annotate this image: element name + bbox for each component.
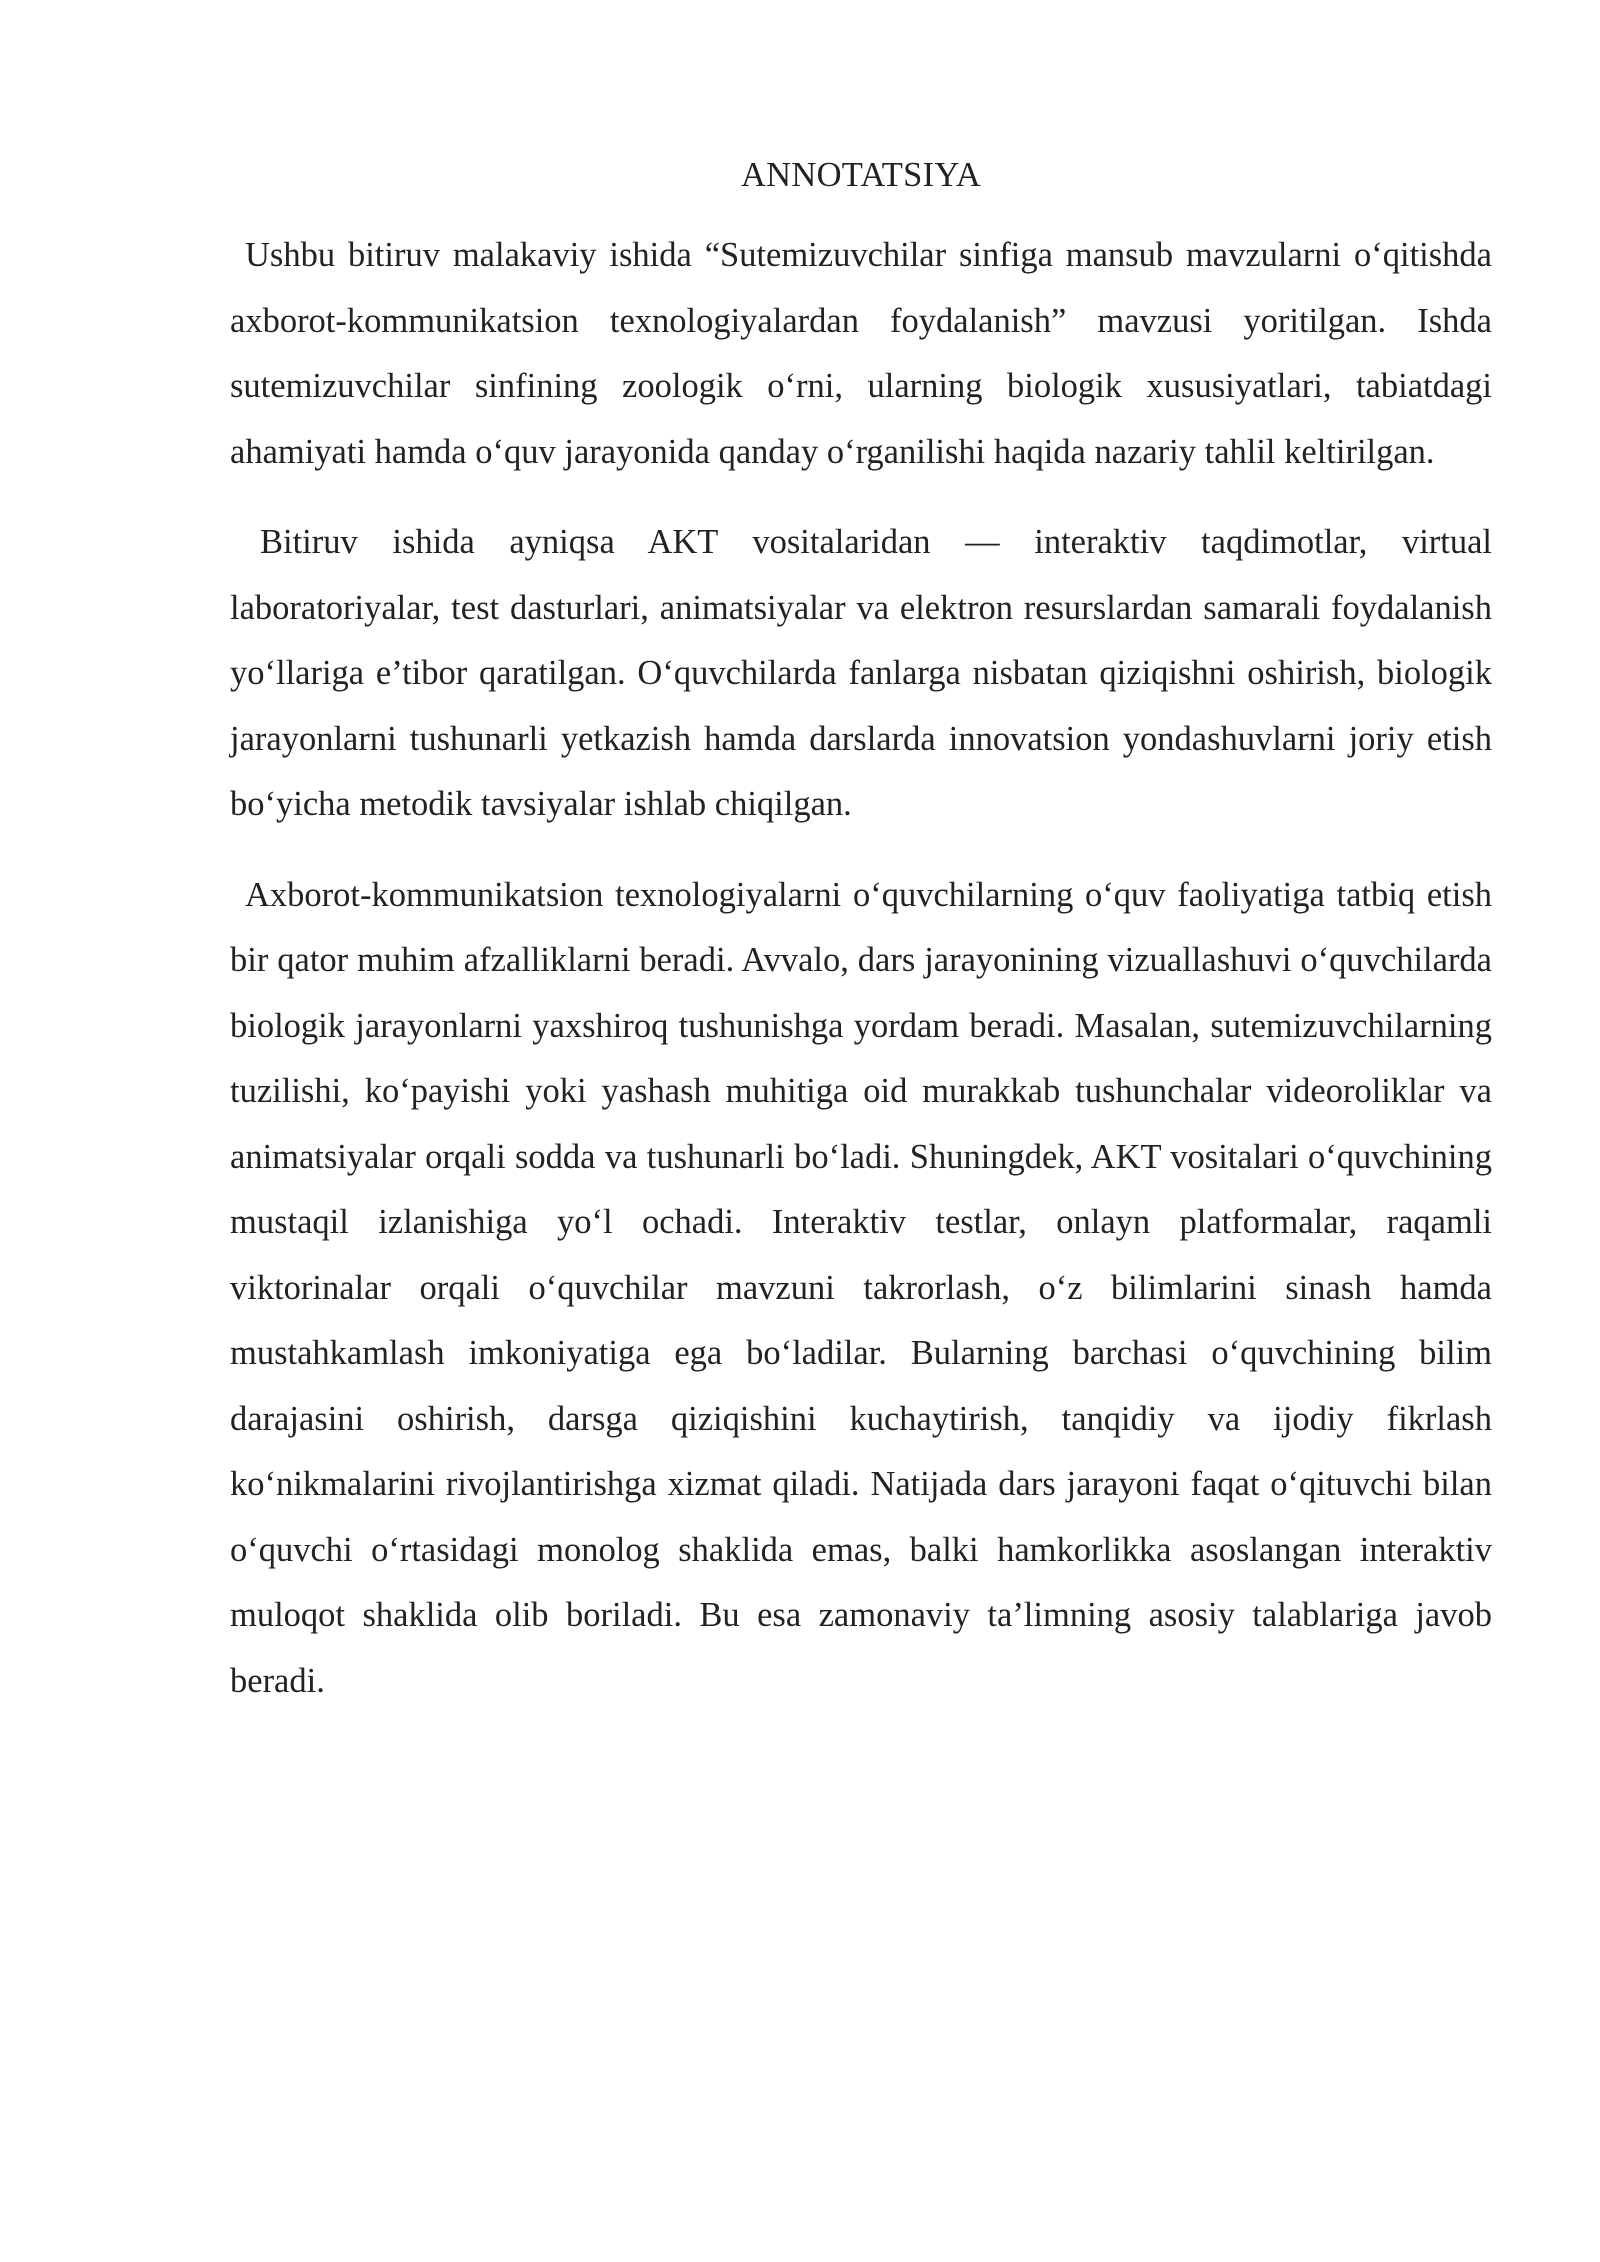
paragraph-advantages: Axborot-kommunikatsion texnologiyalarni o‘quvchilarning o‘quv faoliyatiga tatbiq etish bir qator muhim afzalliklarni beradi. Avvalo, dars jarayonining vizuallashuvi o‘quvchilarda biologik jarayonlarni yaxshiroq tushunishga yordam beradi. Masalan, sutemizuvchilarning tuzilishi, ko‘payishi yoki yashash muhitiga oid murakkab tushunchalar videoroliklar va animatsiyalar orqali sodda va tushunarli bo‘ladi. Shuningdek, AKT vositalari o‘quvchining mustaqil izlanishiga yo‘l ochadi. Interaktiv testlar, onlayn platformalar, raqamli viktorinalar orqali o‘quvchilar mavzuni takrorlash, o‘z bilimlarini sinash hamda mustahkamlash imkoniyatiga ega bo‘ladilar. Bularning barchasi o‘quvchining bilim darajasini oshirish, darsga qiziqishini kuchaytirish, tanqidiy va ijodiy fikrlash ko‘nikmalarini rivojlantirishga xizmat qiladi. Natijada dars jarayoni faqat o‘qituvchi bilan o‘quvchi o‘rtasidagi monolog shaklida emas, balki hamkorlikka asoslangan interaktiv muloqot shaklida olib boriladi. Bu esa zamonaviy ta’limning asosiy talablariga javob beradi. (230, 875, 1492, 1700)
document-title: ANNOTATSIYA (740, 156, 982, 194)
document-body (230, 150, 1492, 1739)
paragraph-ict-tools: Bitiruv ishida ayniqsa AKT vositalaridan — interaktiv taqdimotlar, virtual laboratoriyalar, test dasturlari, animatsiyalar va elektron resurslardan samarali foydalanish yo‘llariga e’tibor qaratilgan. O‘quvchilarda fanlarga nisbatan qiziqishni oshirish, biologik jarayonlarni tushunarli yetkazish hamda darslarda innovatsion yondashuvlarni joriy etish bo‘yicha metodik tavsiyalar ishlab chiqilgan. (230, 523, 1492, 823)
paragraph-intro: Ushbu bitiruv malakaviy ishida “Sutemizuvchilar sinfiga mansub mavzularni o‘qitishda axborot-kommunikatsion texnologiyalardan foydalanish” mavzusi yoritilgan. Ishda sutemizuvchilar sinfining zoologik o‘rni, ularning biologik xususiyatlari, tabiatdagi ahamiyati hamda o‘quv jarayonida qanday o‘rganilishi haqida nazariy tahlil keltirilgan. (230, 236, 1492, 471)
